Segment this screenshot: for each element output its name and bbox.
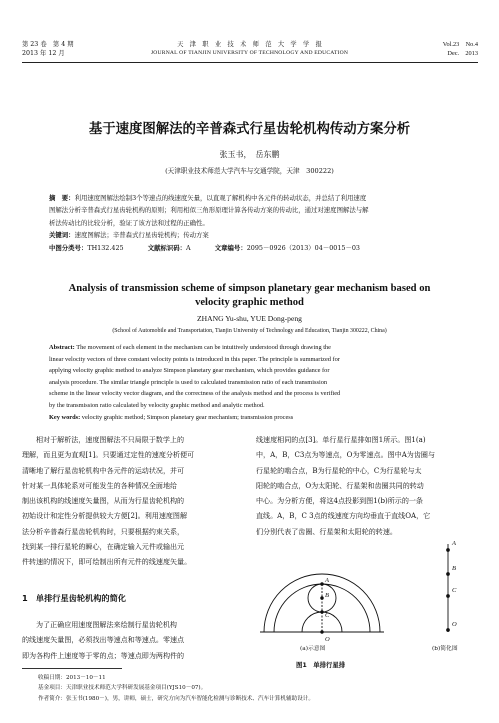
article-no-value: 2095－0926（2013）04－0015－03 <box>246 243 360 252</box>
left-column-intro <box>22 432 250 570</box>
point-a-dot <box>321 583 324 586</box>
date-cn: 2013 年 12 月 <box>22 50 65 57</box>
abstract-en-line: applying velocity graphic method to analyze Simpson planetary gear mechanism, which provides guidance for <box>49 367 330 375</box>
footnotes <box>38 673 478 704</box>
fig-b-label-b: B <box>452 565 456 572</box>
body-line: 即为各构件上速度等于零的点；等速点即为两构件的 <box>22 650 185 660</box>
figure-1b-simplified <box>447 544 450 632</box>
abstract-cn-label: 摘 要： <box>49 194 75 202</box>
body-line: 中心。为分析方便，将这4点投影到图1(b)所示的一条 <box>256 496 423 506</box>
point-a-dot <box>447 549 450 552</box>
date-en: Dec. 2013 <box>447 50 478 57</box>
keywords-cn: 速度图解法；辛普森式行星齿轮机构；传动方案 <box>74 231 209 240</box>
abstract-en-line: scheme in the linear velocity vector diagram, and the correctness of the analysis method and the process is verified <box>49 390 341 398</box>
abstract-en-line: by the transmission ratio calculated by velocity graphic method and analytic method. <box>49 401 265 409</box>
clc-label: 中图分类号： <box>49 243 88 252</box>
fig-b-label-a: A <box>452 540 456 547</box>
body-line: 中，A，B，C3点为等速点，O为零速点。图中A为齿圈与 <box>256 450 435 460</box>
footnote-rule <box>22 668 122 669</box>
clc-value: TH132.425 <box>87 243 124 252</box>
fig-a-label-o: O <box>325 636 330 643</box>
doc-code-value: A <box>186 243 191 252</box>
figure-1a-schematic <box>260 574 384 633</box>
body-line: 制出该机构的线速度矢量图，从而为行星齿轮机构的 <box>22 496 185 506</box>
title-en-line: Analysis of transmission scheme of simpson planetary gear mechanism based on <box>68 283 431 294</box>
fig-a-label-c: C <box>325 612 330 619</box>
caption-a: (a)示意图 <box>300 646 326 652</box>
body-line: 相对于解析法，速度图解法不只局限于数学上的 <box>36 435 184 444</box>
clc-line <box>49 242 459 254</box>
point-o-dot <box>321 631 324 634</box>
affiliation-cn: (天津职业技术师范大学汽车与交通学院，天津 300222) <box>165 167 334 175</box>
journal-cn: 天 津 职 业 技 术 师 范 大 学 学 报 <box>177 41 322 48</box>
body-line: 法分析辛普森行星齿轮机构时，只要根据约束关系， <box>22 526 185 536</box>
section-1-body <box>22 617 250 663</box>
keywords-en: velocity graphic method; Simpson planetary gear mechanism; transmission process <box>81 413 294 421</box>
abstract-cn-line: 图解法分析辛普森式行星齿轮机构的原则；利用相似三角形原理计算各传动方案的传动比，通过对速度图解法与解 <box>49 206 369 215</box>
journal-en: JOURNAL OF TIANJIN UNIVERSITY OF TECHNOLOGY AND EDUCATION <box>150 50 349 56</box>
point-b-dot <box>321 597 324 600</box>
article-no-label: 文章编号： <box>214 243 247 252</box>
body-line: 清晰地了解行星齿轮机构中各元件的运动状况，并可 <box>22 465 185 475</box>
point-o-dot <box>447 629 450 632</box>
figure-1-caption: 图1 单排行星排 <box>296 661 346 669</box>
author-bio: 作者简介：张玉书(1980－)，男，讲师，硕士，研究方向为汽车智能化检测与诊断技术、汽车计算机辅助设计。 <box>38 695 314 702</box>
caption-b: (b)简化图 <box>432 646 458 652</box>
received-date: 收稿日期：2013－10－11 <box>38 675 106 681</box>
header-rule <box>22 62 478 63</box>
body-line: 找到某一排行星轮的瞬心，在确定输入元件或输出元 <box>22 542 185 552</box>
point-c-dot <box>447 595 450 598</box>
body-line: 们分别代表了齿圈、行星架和太阳轮的转速。 <box>256 526 397 536</box>
abstract-cn-line: 析法传动比的比较分析，验证了该方法和过程的正确性。 <box>49 218 209 227</box>
fund-project: 基金项目：天津职业技术师范大学科研发展基金项目(YJS10－07)。 <box>38 685 207 692</box>
authors-en: ZHANG Yu-shu, YUE Dong-peng <box>197 314 302 323</box>
point-c-dot <box>321 611 324 614</box>
title-cn: 基于速度图解法的辛普森式行星齿轮机构传动方案分析 <box>88 122 411 137</box>
title-en-line: velocity graphic method <box>195 297 304 308</box>
issue-cn: 第 23 卷 第 4 期 <box>22 41 74 48</box>
abstract-en-line: The movement of each element in the mechanism can be intuitively understood through drawing the <box>76 344 331 351</box>
section-1-title: 1 单排行星齿轮机构的简化 <box>22 593 126 603</box>
authors-cn: 张玉书， 岳东鹏 <box>219 150 280 159</box>
point-b-dot <box>447 573 450 576</box>
header-right <box>420 40 478 58</box>
body-line: 阳轮的啮合点，O为太阳轮、行星架和齿圈共同的转动 <box>256 480 424 490</box>
keywords-en-label: Key words: <box>49 413 81 421</box>
affiliation-en: (School of Automobile and Transportation, Tianjin University of Technology and Education, Tianjin 300222, China) <box>112 328 387 334</box>
abstract-en-line: analysis procedure. The similar triangle principle is used to calculated transmission ratio of each transmission <box>49 378 328 386</box>
fig-b-label-c: C <box>452 587 457 594</box>
body-line: 件转速的情况下，即可绘制出所有元件的线速度矢量。 <box>22 557 192 567</box>
abstract-en <box>49 342 461 423</box>
body-line: 针对某一具体轮系对可能发生的各种情况全面地给 <box>22 480 178 490</box>
body-line: 理解，而且更为直观[1]。只要通过定性的速度分析便可 <box>22 450 195 460</box>
abstract-en-line: linear velocity vectors of three constant velocity points is introduced in this paper. The principle is summarized for <box>49 355 340 363</box>
fig-a-label-b: B <box>325 592 329 599</box>
vol-en: Vol.23 No.4 <box>442 41 478 48</box>
doc-code-label: 文献标识码： <box>147 243 187 252</box>
body-line: 初始设计和定性分析提供较大方便[2]。利用速度图解 <box>22 511 188 521</box>
figure-1-diagram <box>256 540 484 660</box>
body-line: 的线速度矢量图，必须找出等速点和等速点。零速点 <box>22 635 185 645</box>
right-column-text <box>256 432 484 539</box>
abstract-cn <box>49 192 459 254</box>
abstract-cn-line: 利用速度图解法绘制3个等速点的线速度矢量，以直观了解机构中各元件的转动状态，并总结了利用速度 <box>74 194 367 202</box>
body-line: 行星轮的啮合点，B为行星轮的中心，C为行星轮与太 <box>256 465 422 475</box>
sun-gear-arc <box>302 612 342 632</box>
fig-b-label-o: O <box>452 621 457 628</box>
abstract-en-label: Abstract: <box>49 344 75 351</box>
body-line: 直线。A，B，C 3点的线速度方向均垂直于直线OA，它 <box>256 511 431 521</box>
keywords-cn-label: 关键词： <box>49 231 75 240</box>
body-line: 线速度相同的点[3]。单行星行星排如图1所示。图1(a) <box>256 435 426 444</box>
fig-a-label-a: A <box>325 577 329 584</box>
figure-1 <box>256 540 484 660</box>
body-line: 为了正确应用速度图解法来绘制行星齿轮机构 <box>36 620 177 629</box>
title-en <box>0 282 499 310</box>
